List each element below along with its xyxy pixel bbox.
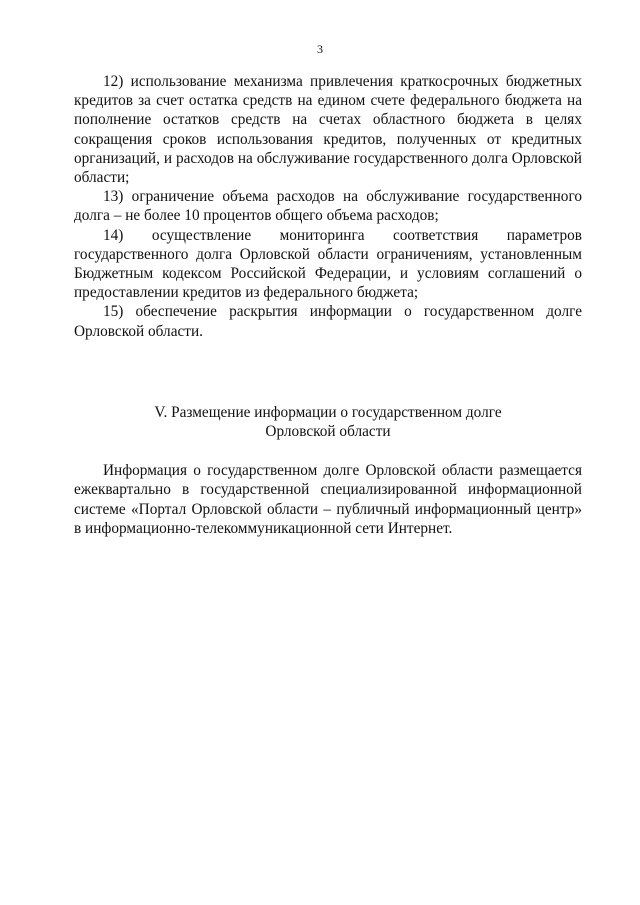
section-heading-line-2: Орловской области bbox=[265, 423, 391, 441]
list-item-13: 13) ограничение объема расходов на обслуживание государственного долга – не более 10 процентов общего объема расходов; bbox=[74, 188, 582, 225]
page-number: 3 bbox=[317, 42, 323, 56]
list-item-14: 14) осуществление мониторинга соответствия параметров государственного долга Орловской области ограничениям, установленным Бюджетным кодексом Российской Федерации, и условиям соглашений о предоставлении кредитов из федерального бюджета; bbox=[74, 226, 582, 302]
list-item-15: 15) обеспечение раскрытия информации о государственном долге Орловской области. bbox=[74, 303, 582, 340]
heading-spacer bbox=[74, 441, 582, 461]
section-body-paragraph: Информация о государственном долге Орловской области размещается ежеквартально в государственной специализированной информационной системе «Портал Орловской области – публичный информационный центр» в информационно-телекоммуникационной сети Интернет. bbox=[74, 462, 582, 537]
document-body bbox=[74, 72, 582, 538]
section-heading-line-1: V. Размещение информации о государственном долге bbox=[154, 403, 502, 421]
section-spacer bbox=[74, 341, 582, 403]
list-item-12: 12) использование механизма привлечения краткосрочных бюджетных кредитов за счет остатка средств на едином счете федерального бюджета на пополнение остатков средств на счетах областного бюджета в целях сокращения сроков использования кредитов, полученных от кредитных организаций, и расходов на обслуживание государственного долга Орловской области; bbox=[74, 73, 582, 187]
